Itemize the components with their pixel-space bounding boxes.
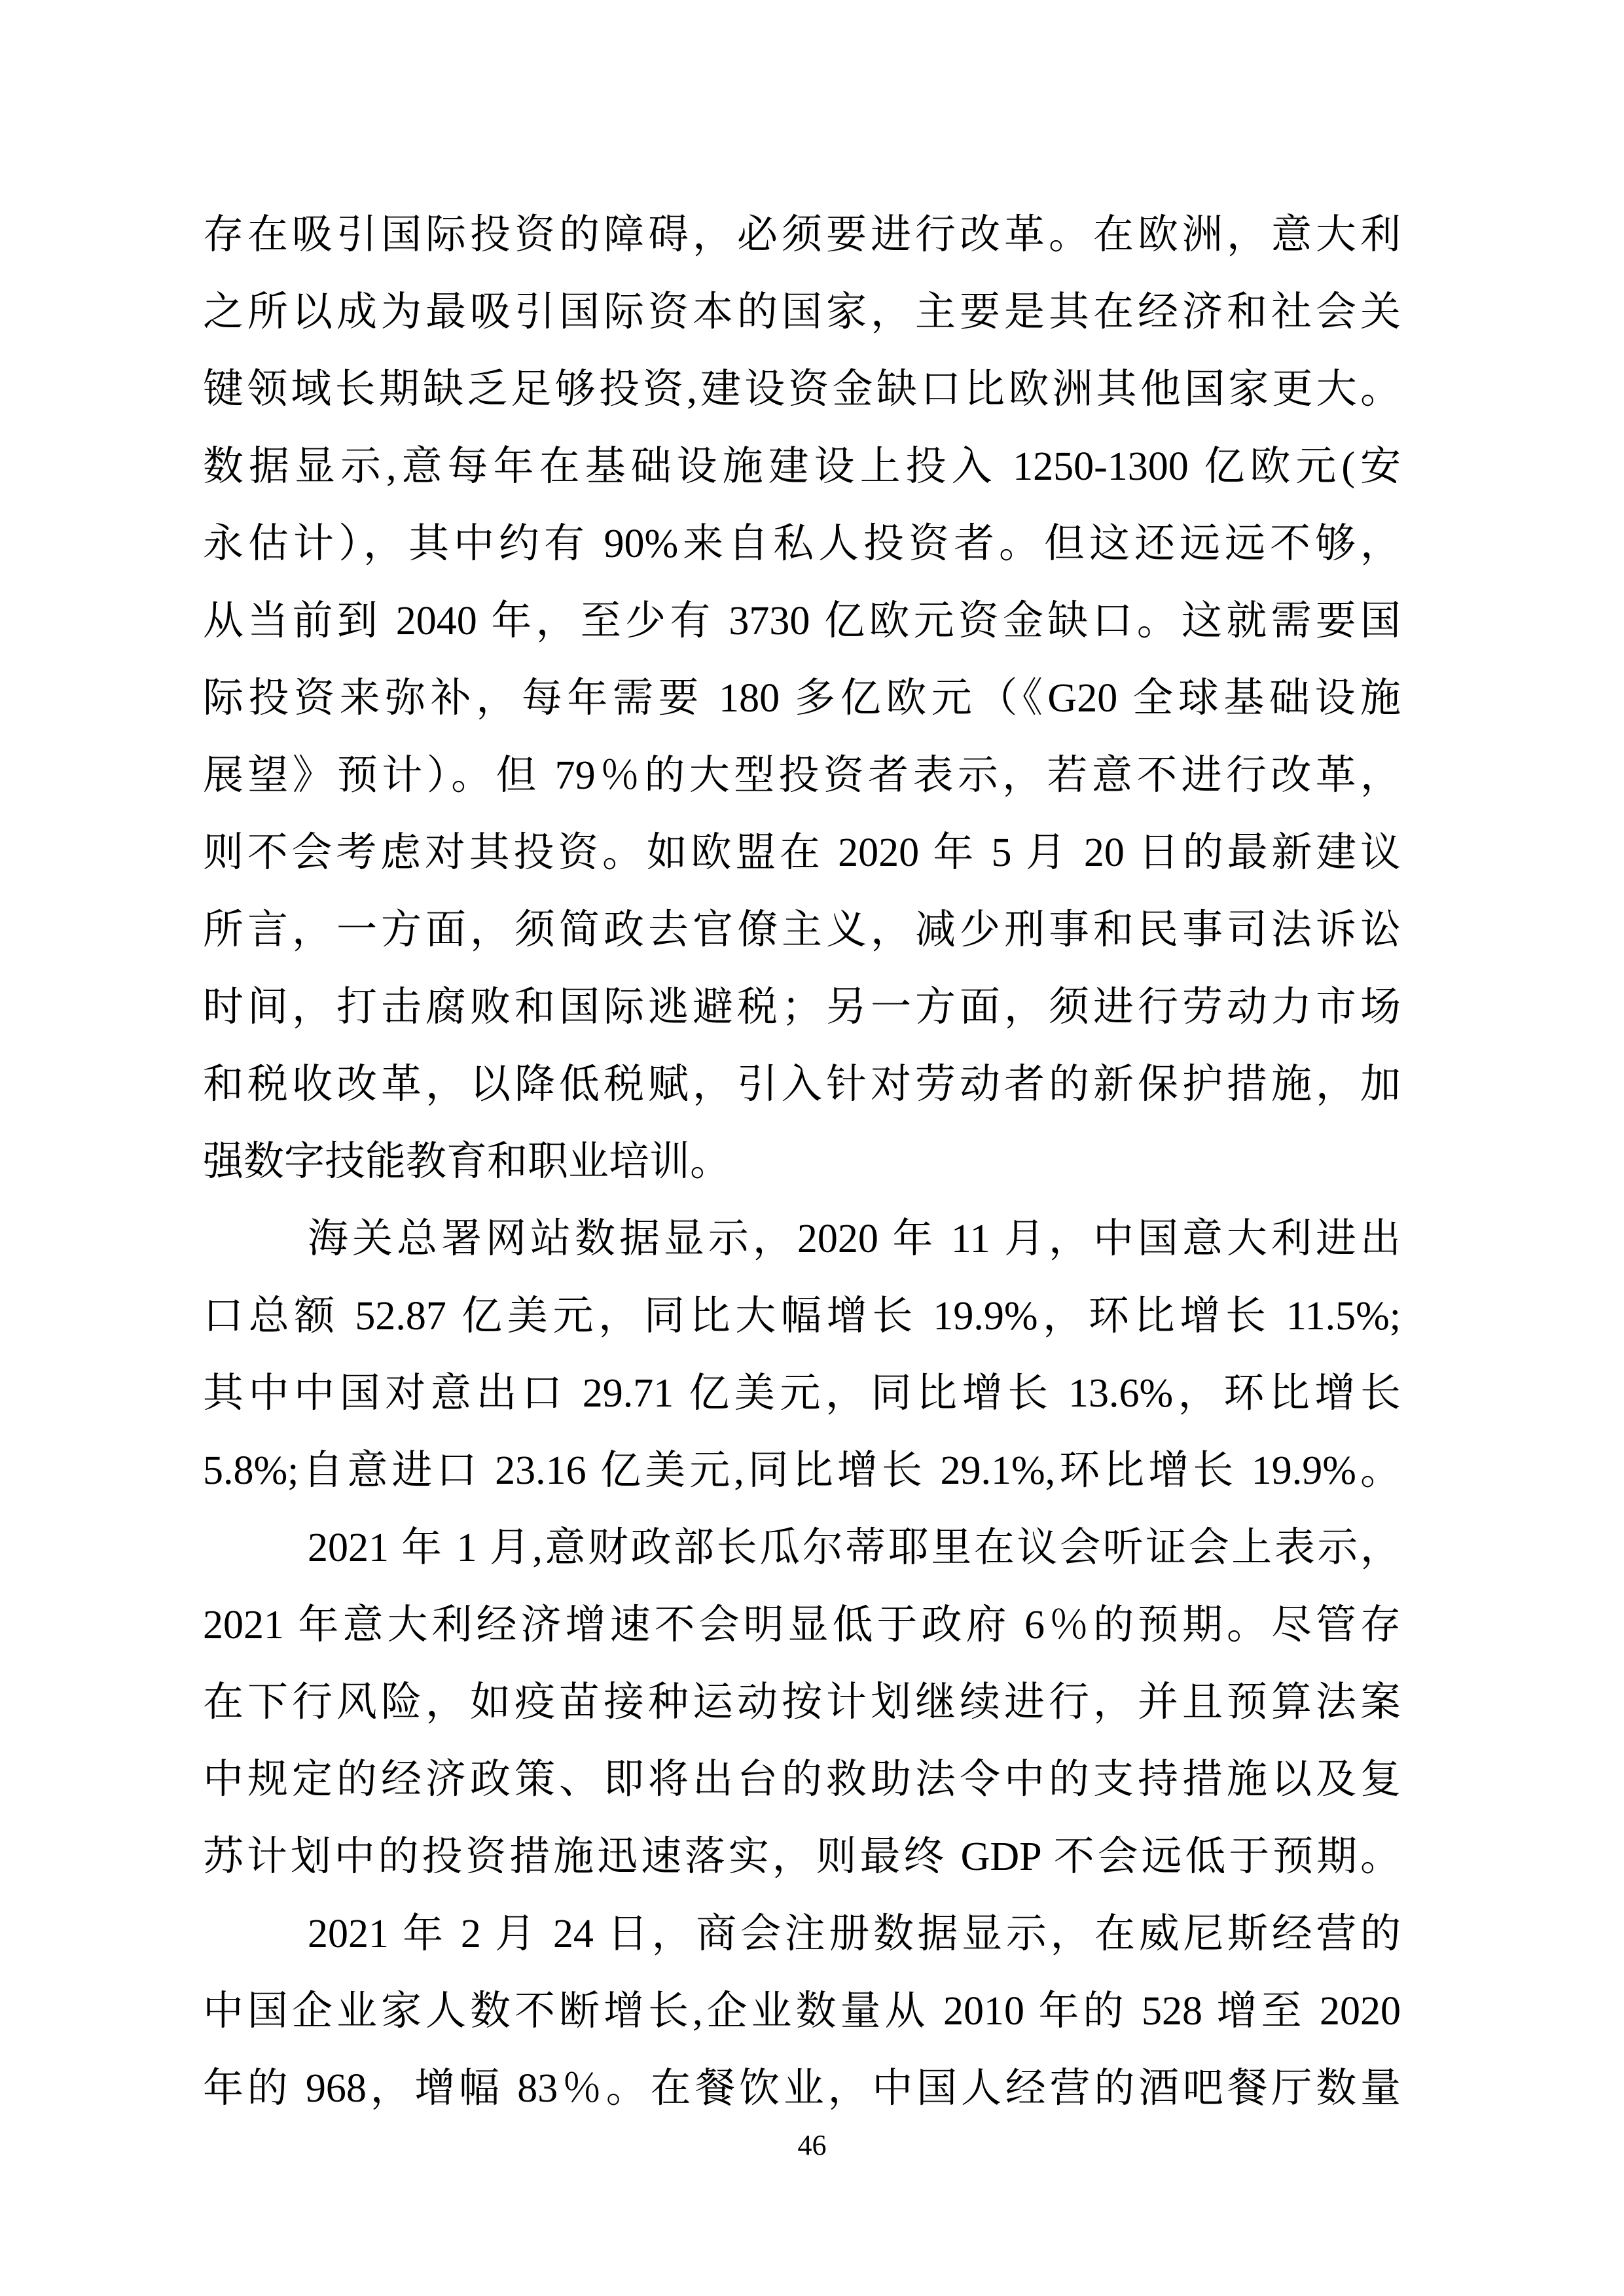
text-line: 永估计），其中约有 90%来自私人投资者。但这还远远不够， — [203, 522, 1401, 566]
text-line: 和税收改革，以降低税赋，引入针对劳动者的新保护措施，加 — [203, 1062, 1401, 1107]
text-line: 时间，打击腐败和国际逃避税；另一方面，须进行劳动力市场 — [203, 985, 1401, 1030]
text-line: 5.8%;自意进口 23.16 亿美元,同比增长 29.1%,环比增长 19.9%。 — [203, 1448, 1401, 1493]
text-line: 海关总署网站数据显示，2020 年 11 月，中国意大利进出 — [308, 1217, 1401, 1261]
text-line: 所言，一方面，须简政去官僚主义，减少刑事和民事司法诉讼 — [203, 908, 1401, 952]
paragraph — [203, 1895, 1401, 2127]
text-block — [203, 196, 1401, 2127]
text-line: 则不会考虑对其投资。如欧盟在 2020 年 5 月 20 日的最新建议 — [203, 831, 1401, 875]
text-line: 2021 年意大利经济增速不会明显低于政府 6％的预期。尽管存 — [203, 1603, 1401, 1647]
text-line: 口总额 52.87 亿美元，同比大幅增长 19.9%，环比增长 11.5%; — [203, 1294, 1401, 1338]
text-line: 在下行风险，如疫苗接种运动按计划继续进行，并且预算法案 — [203, 1680, 1401, 1725]
text-line: 之所以成为最吸引国际资本的国家，主要是其在经济和社会关 — [203, 290, 1401, 334]
text-line: 2021 年 2 月 24 日，商会注册数据显示，在威尼斯经营的 — [308, 1912, 1401, 1956]
text-line: 其中中国对意出口 29.71 亿美元，同比增长 13.6%，环比增长 — [203, 1371, 1401, 1416]
paragraph — [203, 1509, 1401, 1895]
page-number: 46 — [797, 2129, 827, 2161]
text-line: 数据显示,意每年在基础设施建设上投入 1250-1300 亿欧元(安 — [203, 444, 1401, 489]
text-line: 中规定的经济政策、即将出台的救助法令中的支持措施以及复 — [203, 1757, 1401, 1802]
text-line: 从当前到 2040 年，至少有 3730 亿欧元资金缺口。这就需要国 — [203, 599, 1401, 643]
paragraph — [203, 196, 1401, 1200]
text-line: 强数字技能教育和职业培训。 — [203, 1139, 731, 1184]
text-line: 苏计划中的投资措施迅速落实，则最终 GDP 不会远低于预期。 — [203, 1835, 1401, 1879]
text-line: 键领域长期缺乏足够投资,建设资金缺口比欧洲其他国家更大。 — [203, 367, 1401, 412]
text-line: 中国企业家人数不断增长,企业数量从 2010 年的 528 增至 2020 — [203, 1989, 1401, 2034]
text-line: 存在吸引国际投资的障碍，必须要进行改革。在欧洲，意大利 — [203, 213, 1401, 257]
paragraph — [203, 1200, 1401, 1509]
text-line: 2021 年 1 月,意财政部长瓜尔蒂耶里在议会听证会上表示， — [308, 1526, 1401, 1570]
text-line: 展望》预计）。但 79％的大型投资者表示，若意不进行改革， — [203, 753, 1401, 798]
text-line: 年的 968，增幅 83％。在餐饮业，中国人经营的酒吧餐厅数量 — [203, 2066, 1401, 2111]
text-line: 际投资来弥补，每年需要 180 多亿欧元（《G20 全球基础设施 — [203, 676, 1401, 721]
